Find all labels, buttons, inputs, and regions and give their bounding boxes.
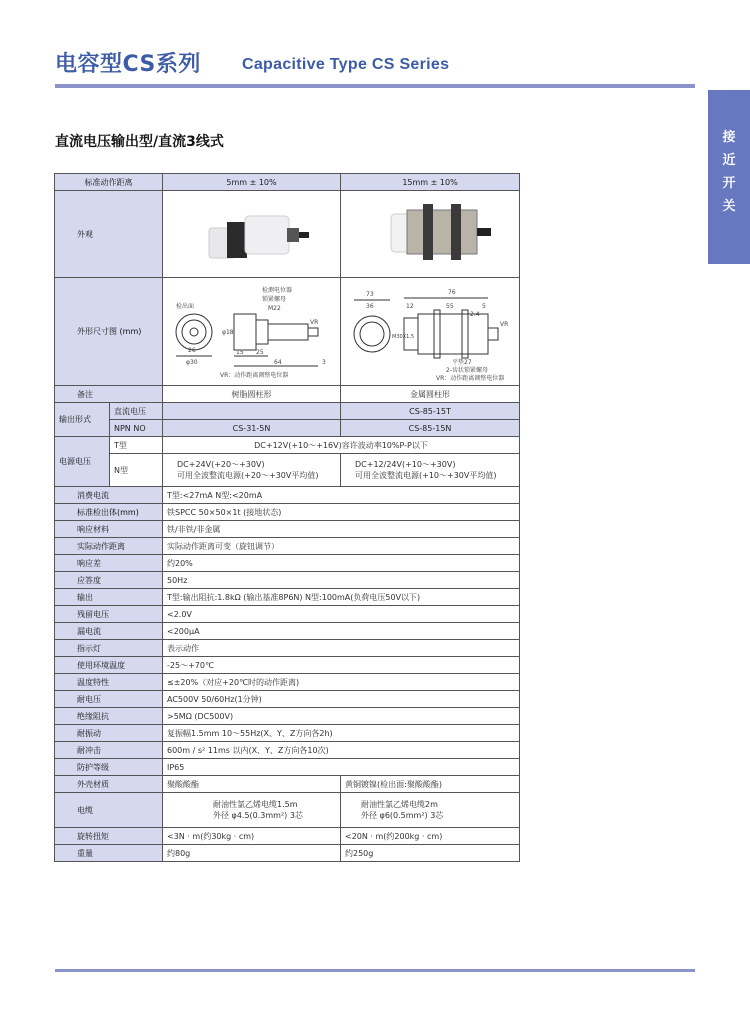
footer-rule — [55, 969, 695, 972]
table-row — [55, 828, 520, 845]
row-sublabel: N型 — [110, 454, 163, 487]
table-row — [55, 691, 520, 708]
row-label: 重量 — [55, 845, 163, 862]
fig-a-label: 64 — [273, 358, 282, 366]
fig-b-label: 12 — [406, 302, 414, 310]
row-label: 实际动作距离 — [55, 538, 163, 555]
table-row — [55, 589, 520, 606]
row-label: 响应差 — [55, 555, 163, 572]
fig-b-label: 36 — [366, 302, 374, 310]
fig-a-label: φ18 — [221, 328, 234, 336]
fig-b-label: 73 — [366, 290, 374, 298]
row-value: ≤±20%（对应+20℃时的动作距离) — [163, 674, 520, 691]
fig-a-label: M22 — [267, 304, 281, 312]
row-value-a: DC+24V(+20～+30V) 可用全波整流电源(+20～+30V平均值) — [163, 454, 341, 487]
row-value: T型:输出阻抗:1.8kΩ (输出基准8P6N) N型:100mA(负荷电压50V以下) — [163, 589, 520, 606]
fig-b-note: VR：动作距离调整电位器 — [436, 374, 505, 382]
row-label: 防护等级 — [55, 759, 163, 776]
table-row — [55, 487, 520, 504]
fig-b-label: 5 — [482, 302, 486, 310]
table-row — [55, 191, 520, 278]
row-value: 50Hz — [163, 572, 520, 589]
table-row — [55, 674, 520, 691]
row-value-a: CS-31-5N — [163, 420, 341, 437]
table-row — [55, 572, 520, 589]
row-value: AC500V 50/60Hz(1分钟) — [163, 691, 520, 708]
fig-b-label: VR — [500, 320, 509, 328]
table-row — [55, 454, 520, 487]
fig-b-label: 平垫27 — [452, 358, 472, 366]
table-row — [55, 420, 520, 437]
table-row — [55, 521, 520, 538]
spec-rows — [55, 487, 520, 776]
dimension-drawing-a — [163, 278, 341, 386]
row-label: 响应材料 — [55, 521, 163, 538]
row-value-b: CS-85-15N — [341, 420, 520, 437]
row-value-b: 约250g — [341, 845, 520, 862]
row-value: 复振幅1.5mm 10～55Hz(X、Y、Z方向各2h) — [163, 725, 520, 742]
table-row — [55, 776, 520, 793]
table-row — [55, 793, 520, 828]
table-row — [55, 555, 520, 572]
row-value-b: CS-85-15T — [341, 403, 520, 420]
product-photo-b — [341, 191, 520, 278]
row-label: 电缆 — [55, 793, 163, 828]
row-value: 铁SPCC 50×50×1t (接地状态) — [163, 504, 520, 521]
table-row — [55, 845, 520, 862]
header-rule — [55, 84, 695, 88]
appearance-label: 外观 — [55, 191, 163, 278]
table-row — [55, 759, 520, 776]
table-row — [55, 403, 520, 420]
section-title: 直流电压输出型/直流3线式 — [55, 134, 224, 150]
row-value: 铁/非铁/非金属 — [163, 521, 520, 538]
fig-a-label: 3 — [321, 358, 326, 366]
row-label: 绝缘阻抗 — [55, 708, 163, 725]
row-value: -25～+70℃ — [163, 657, 520, 674]
row-value-b: 耐油性氯乙烯电缆2m 外径 φ6(0.5mm²) 3芯 — [341, 793, 520, 828]
row-label: 漏电流 — [55, 623, 163, 640]
row-label: 电源电压 — [55, 437, 110, 487]
row-label: 外壳材质 — [55, 776, 163, 793]
fig-b-label: 55 — [446, 302, 454, 310]
row-value: T型:<27mA N型:<20mA — [163, 487, 520, 504]
table-row — [55, 742, 520, 759]
table-row — [55, 278, 520, 386]
dims-label: 外形尺寸图 (mm) — [55, 278, 163, 386]
table-row — [55, 174, 520, 191]
table-row — [55, 623, 520, 640]
spec-table — [54, 173, 520, 862]
row-value: <2.0V — [163, 606, 520, 623]
table-row — [55, 504, 520, 521]
fig-a-label: 锁紧螺母 — [261, 295, 286, 303]
row-label: 输出形式 — [55, 403, 110, 437]
row-label: 指示灯 — [55, 640, 163, 657]
fig-b-label: 2.4 — [470, 310, 480, 318]
row-sublabel: T型 — [110, 437, 163, 454]
fig-a-label: 检测电位器 — [261, 286, 292, 294]
side-tab — [708, 90, 750, 264]
row-value-b: DC+12/24V(+10～+30V) 可用全波整流电源(+10～+30V平均值) — [341, 454, 520, 487]
row-sublabel: 直流电压 — [110, 403, 163, 420]
row-label: 温度特性 — [55, 674, 163, 691]
row-value-a: 耐油性氯乙烯电缆1.5m 外径 φ4.5(0.3mm²) 3芯 — [163, 793, 341, 828]
row-value-a — [163, 403, 341, 420]
row-value: DC+12V(+10～+16V)容许波动率10%P-P以下 — [163, 437, 520, 454]
fig-a-label: 15 — [235, 348, 244, 356]
table-row — [55, 437, 520, 454]
row-value-a: 聚酸酸酯 — [163, 776, 341, 793]
row-value: 实际动作距离可变（旋钮调节） — [163, 538, 520, 555]
row-value: 600m / s² 11ms 以内(X、Y、Z方向各10次) — [163, 742, 520, 759]
table-row — [55, 606, 520, 623]
fig-a-label: VR — [309, 318, 318, 326]
fig-a-note: VR：动作距离调整电位器 — [219, 371, 288, 379]
row-value: <200μA — [163, 623, 520, 640]
row-label: 输出 — [55, 589, 163, 606]
page-title: 电容型CS系列 — [55, 52, 201, 77]
table-row — [55, 640, 520, 657]
table-row — [55, 708, 520, 725]
row-value: 约20% — [163, 555, 520, 572]
table-row — [55, 386, 520, 403]
row-label: 耐电压 — [55, 691, 163, 708]
row-value: IP65 — [163, 759, 520, 776]
fig-b-label: 76 — [448, 288, 456, 296]
fig-a-label: 25 — [255, 348, 264, 356]
header-model-b: 15mm ± 10% — [341, 174, 520, 191]
header-model-a: 5mm ± 10% — [163, 174, 341, 191]
fig-a-label: 26 — [187, 346, 196, 354]
row-sublabel: NPN NO — [110, 420, 163, 437]
row-label: 备注 — [55, 386, 163, 403]
row-label: 旋转扭矩 — [55, 828, 163, 845]
table-row — [55, 657, 520, 674]
row-value-b: 黄铜镀镍(检出面:聚酸酸酯) — [341, 776, 520, 793]
header-label: 标准动作距离 — [55, 174, 163, 191]
product-photo-a — [163, 191, 341, 278]
dimension-drawing-b — [341, 278, 520, 386]
fig-b-label: 2-齿状锁紧螺母 — [446, 366, 488, 374]
row-value-b: <20N · m(约200kg · cm) — [341, 828, 520, 845]
fig-b-label: M30X1.5 — [392, 333, 415, 340]
row-value: >5MΩ (DC500V) — [163, 708, 520, 725]
side-tab-label: 接近开关 — [722, 130, 736, 214]
row-label: 耐振动 — [55, 725, 163, 742]
row-value: 表示动作 — [163, 640, 520, 657]
row-label: 消费电流 — [55, 487, 163, 504]
row-label: 应答度 — [55, 572, 163, 589]
row-value-a: <3N · m(约30kg · cm) — [163, 828, 341, 845]
page-subtitle: Capacitive Type CS Series — [242, 56, 450, 73]
table-row — [55, 538, 520, 555]
row-label: 耐冲击 — [55, 742, 163, 759]
row-value-a: 约80g — [163, 845, 341, 862]
row-label: 残留电压 — [55, 606, 163, 623]
row-label: 标准检出体(mm) — [55, 504, 163, 521]
row-label: 使用环境温度 — [55, 657, 163, 674]
row-value-b: 金属圆柱形 — [341, 386, 520, 403]
fig-a-label: φ30 — [185, 358, 198, 366]
row-value-a: 树脂圆柱形 — [163, 386, 341, 403]
table-row — [55, 725, 520, 742]
fig-a-label: 检出面 — [175, 302, 194, 310]
